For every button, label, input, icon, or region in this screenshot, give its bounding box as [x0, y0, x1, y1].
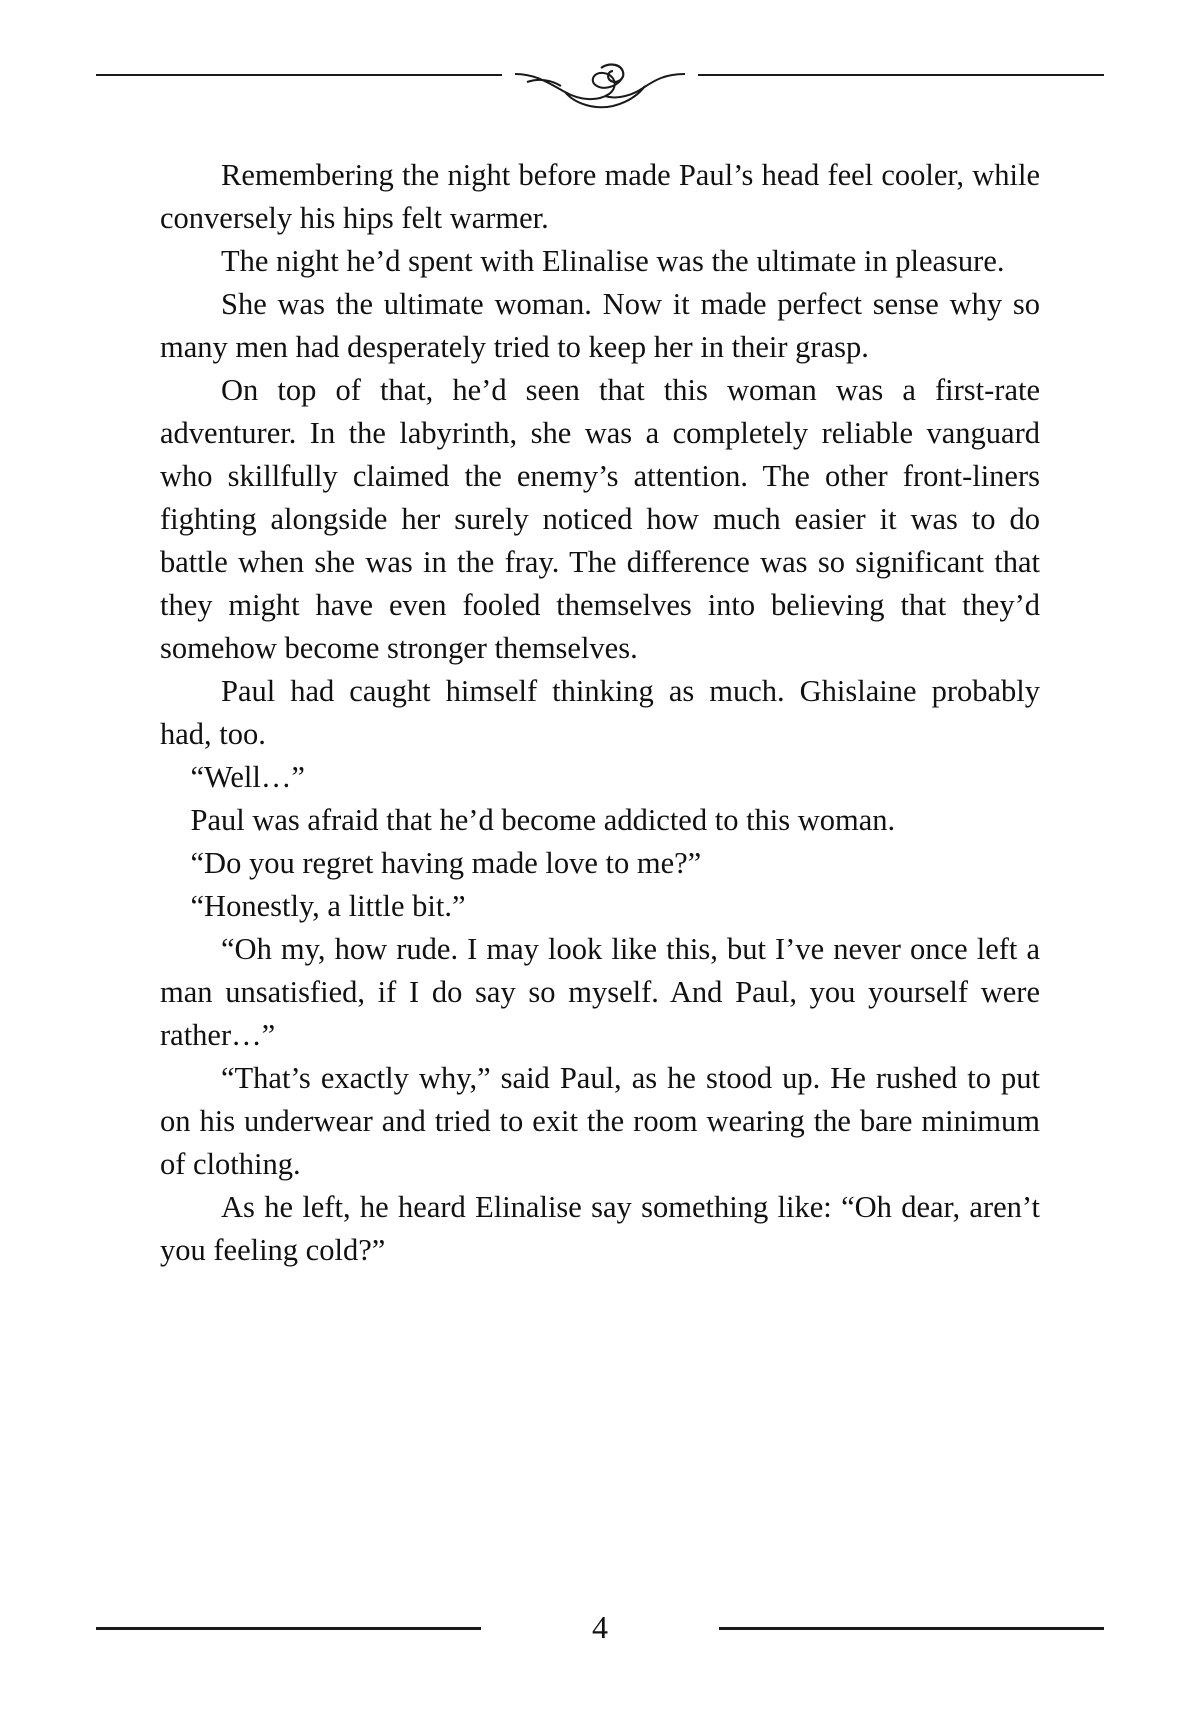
paragraph: As he left, he heard Elinalise say something like: “Oh dear, aren’t you feeling cold?” — [160, 1190, 1040, 1267]
footer-rule-right — [719, 1627, 1104, 1630]
paragraph: She was the ultimate woman. Now it made perfect sense why so many men had desperately tried to keep her in their grasp. — [160, 287, 1040, 364]
paragraph: Paul was afraid that he’d become addicted to this woman. — [190, 803, 896, 837]
header-rule-left — [96, 74, 502, 76]
paragraph: On top of that, he’d seen that this woman was a first-rate adventurer. In the labyrinth, she was a completely reliable vanguard who skillfully claimed the enemy’s attention. The other front-liners fighting alongside her surely noticed how much easier it was to do battle when she was in the fray. The difference was so significant that they might have even fooled themselves into believing that they’d somehow become stronger themselves. — [160, 373, 1040, 665]
paragraph: “That’s exactly why,” said Paul, as he stood up. He rushed to put on his underwear and tried to exit the room wearing the bare minimum of clothing. — [160, 1061, 1040, 1181]
paragraph: Paul had caught himself thinking as much. Ghislaine probably had, too. — [160, 674, 1040, 751]
page-body — [0, 116, 1200, 1559]
paragraph: “Honestly, a little bit.” — [190, 889, 466, 923]
flourish-icon — [505, 52, 695, 116]
paragraph: “Do you regret having made love to me?” — [190, 846, 702, 880]
paragraph: “Oh my, how rude. I may look like this, but I’ve never once left a man unsatisfied, if I do say so myself. And Paul, you yourself were rather…” — [160, 932, 1040, 1052]
page-header-ornament — [0, 52, 1200, 116]
footer-rule-left — [96, 1627, 481, 1630]
page-footer — [0, 1559, 1200, 1709]
paragraph: Remembering the night before made Paul’s head feel cooler, while conversely his hips felt warmer. — [160, 158, 1040, 235]
page-number: 4 — [566, 1611, 634, 1643]
paragraph: “Well…” — [190, 760, 305, 794]
paragraph: The night he’d spent with Elinalise was the ultimate in pleasure. — [221, 244, 1005, 278]
header-rule-right — [698, 74, 1104, 76]
